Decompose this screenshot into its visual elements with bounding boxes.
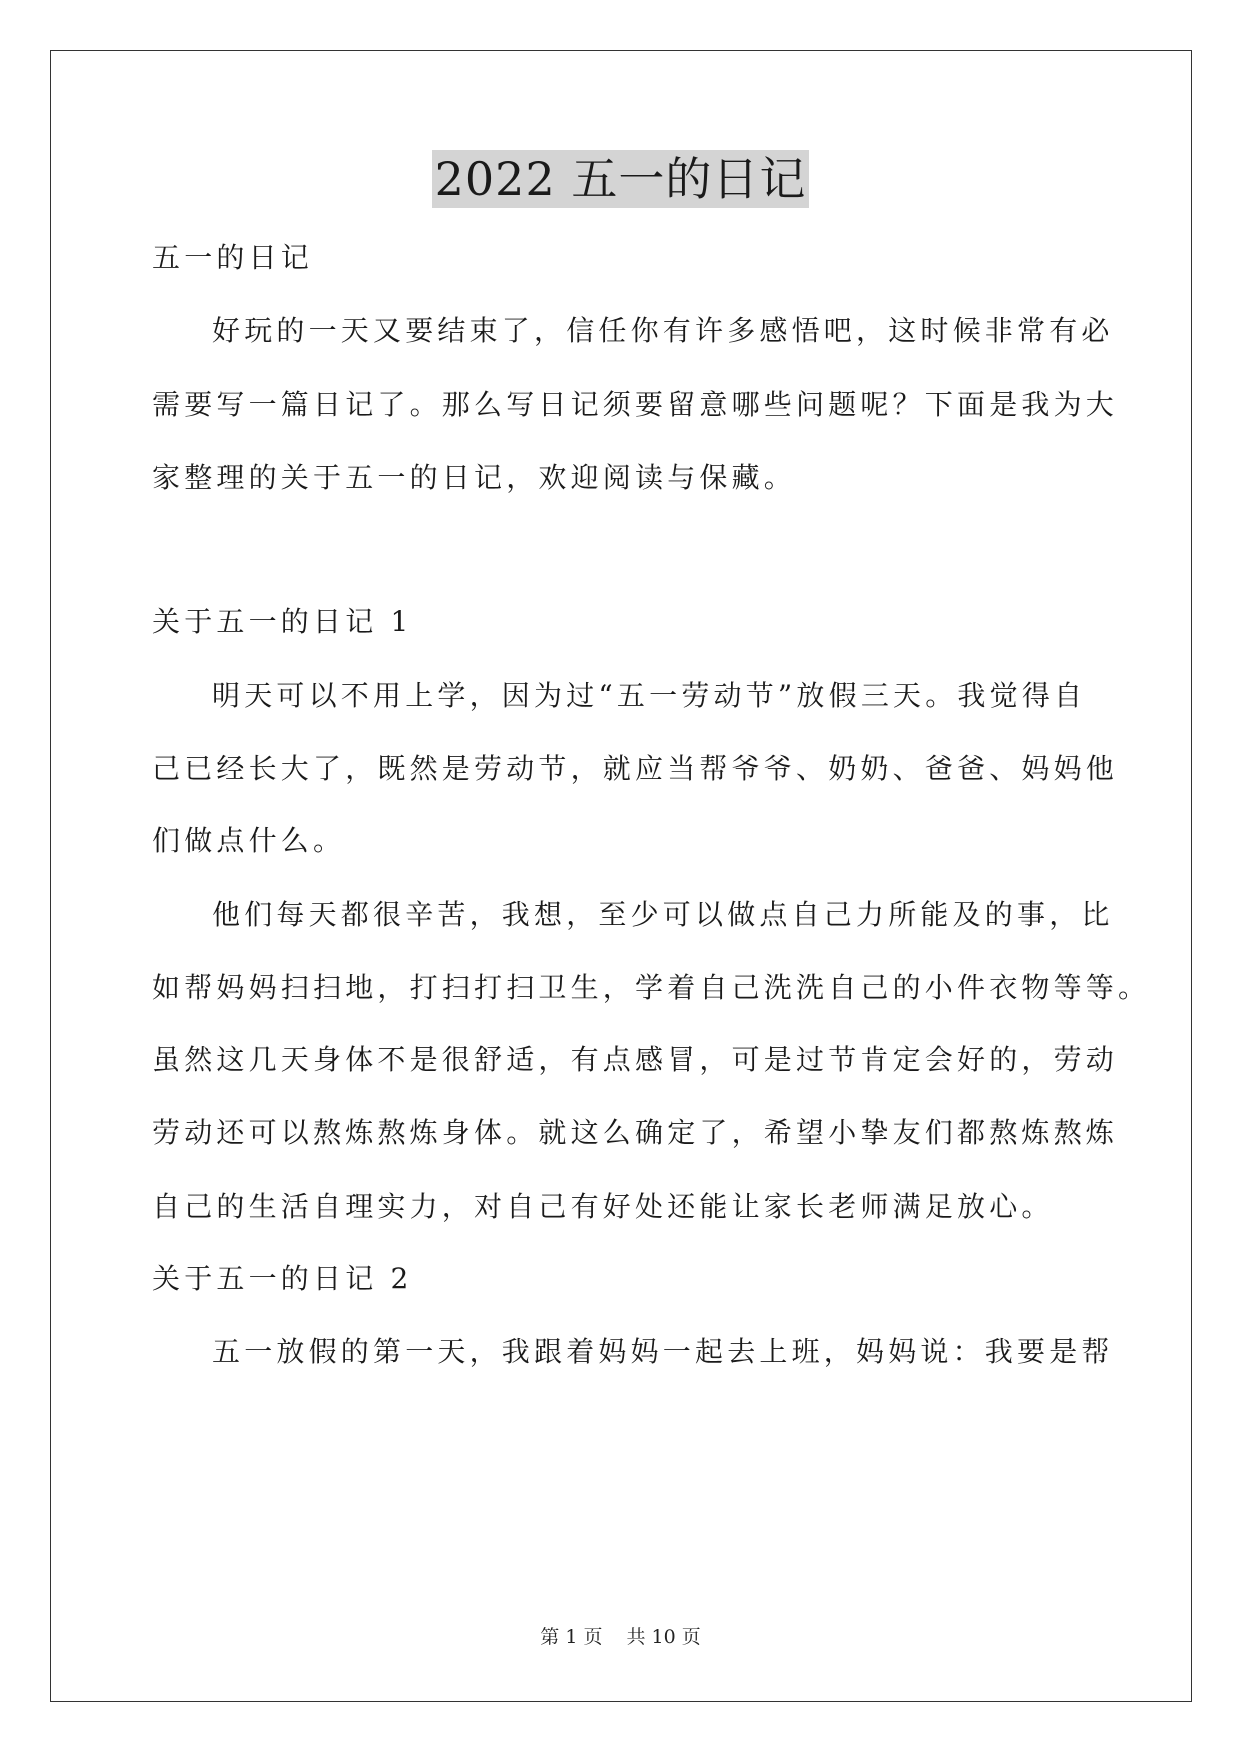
paragraph-line: 如帮妈妈扫扫地，打扫打扫卫生，学着自己洗洗自己的小件衣物等等。 [152,971,1151,1004]
section-heading-1: 关于五一的日记 1 [152,605,413,638]
paragraph-line: 虽然这几天身体不是很舒适，有点感冒，可是过节肯定会好的，劳动 [152,1043,1119,1076]
document-title [0,150,1241,208]
intro-line: 好玩的一天又要结束了，信任你有许多感悟吧，这时候非常有必 [212,314,1114,347]
paragraph-line: 五一放假的第一天，我跟着妈妈一起去上班，妈妈说：我要是帮 [212,1335,1114,1368]
paragraph-line: 自己的生活自理实力，对自己有好处还能让家长老师满足放心。 [152,1190,1054,1223]
document-title-text: 2022 五一的日记 [432,150,810,208]
paragraph-line: 己已经长大了，既然是劳动节，就应当帮爷爷、奶奶、爸爸、妈妈他 [152,752,1119,785]
paragraph-line: 他们每天都很辛苦，我想，至少可以做点自己力所能及的事，比 [212,898,1114,931]
page-total: 共 10 页 [626,1626,701,1648]
page-number: 第 1 页 [540,1626,603,1648]
section-heading-2: 关于五一的日记 2 [152,1262,413,1295]
intro-line: 家整理的关于五一的日记，欢迎阅读与保藏。 [152,461,797,494]
paragraph-line: 劳动还可以熬炼熬炼身体。就这么确定了，希望小挚友们都熬炼熬炼 [152,1116,1119,1149]
subtitle: 五一的日记 [152,241,314,274]
intro-line: 需要写一篇日记了。那么写日记须要留意哪些问题呢？下面是我为大 [152,388,1119,421]
page-footer [0,1625,1241,1649]
paragraph-line: 明天可以不用上学，因为过“五一劳动节”放假三天。我觉得自 [212,679,1087,712]
page-border [50,50,1192,1702]
paragraph-line: 们做点什么。 [152,824,346,857]
